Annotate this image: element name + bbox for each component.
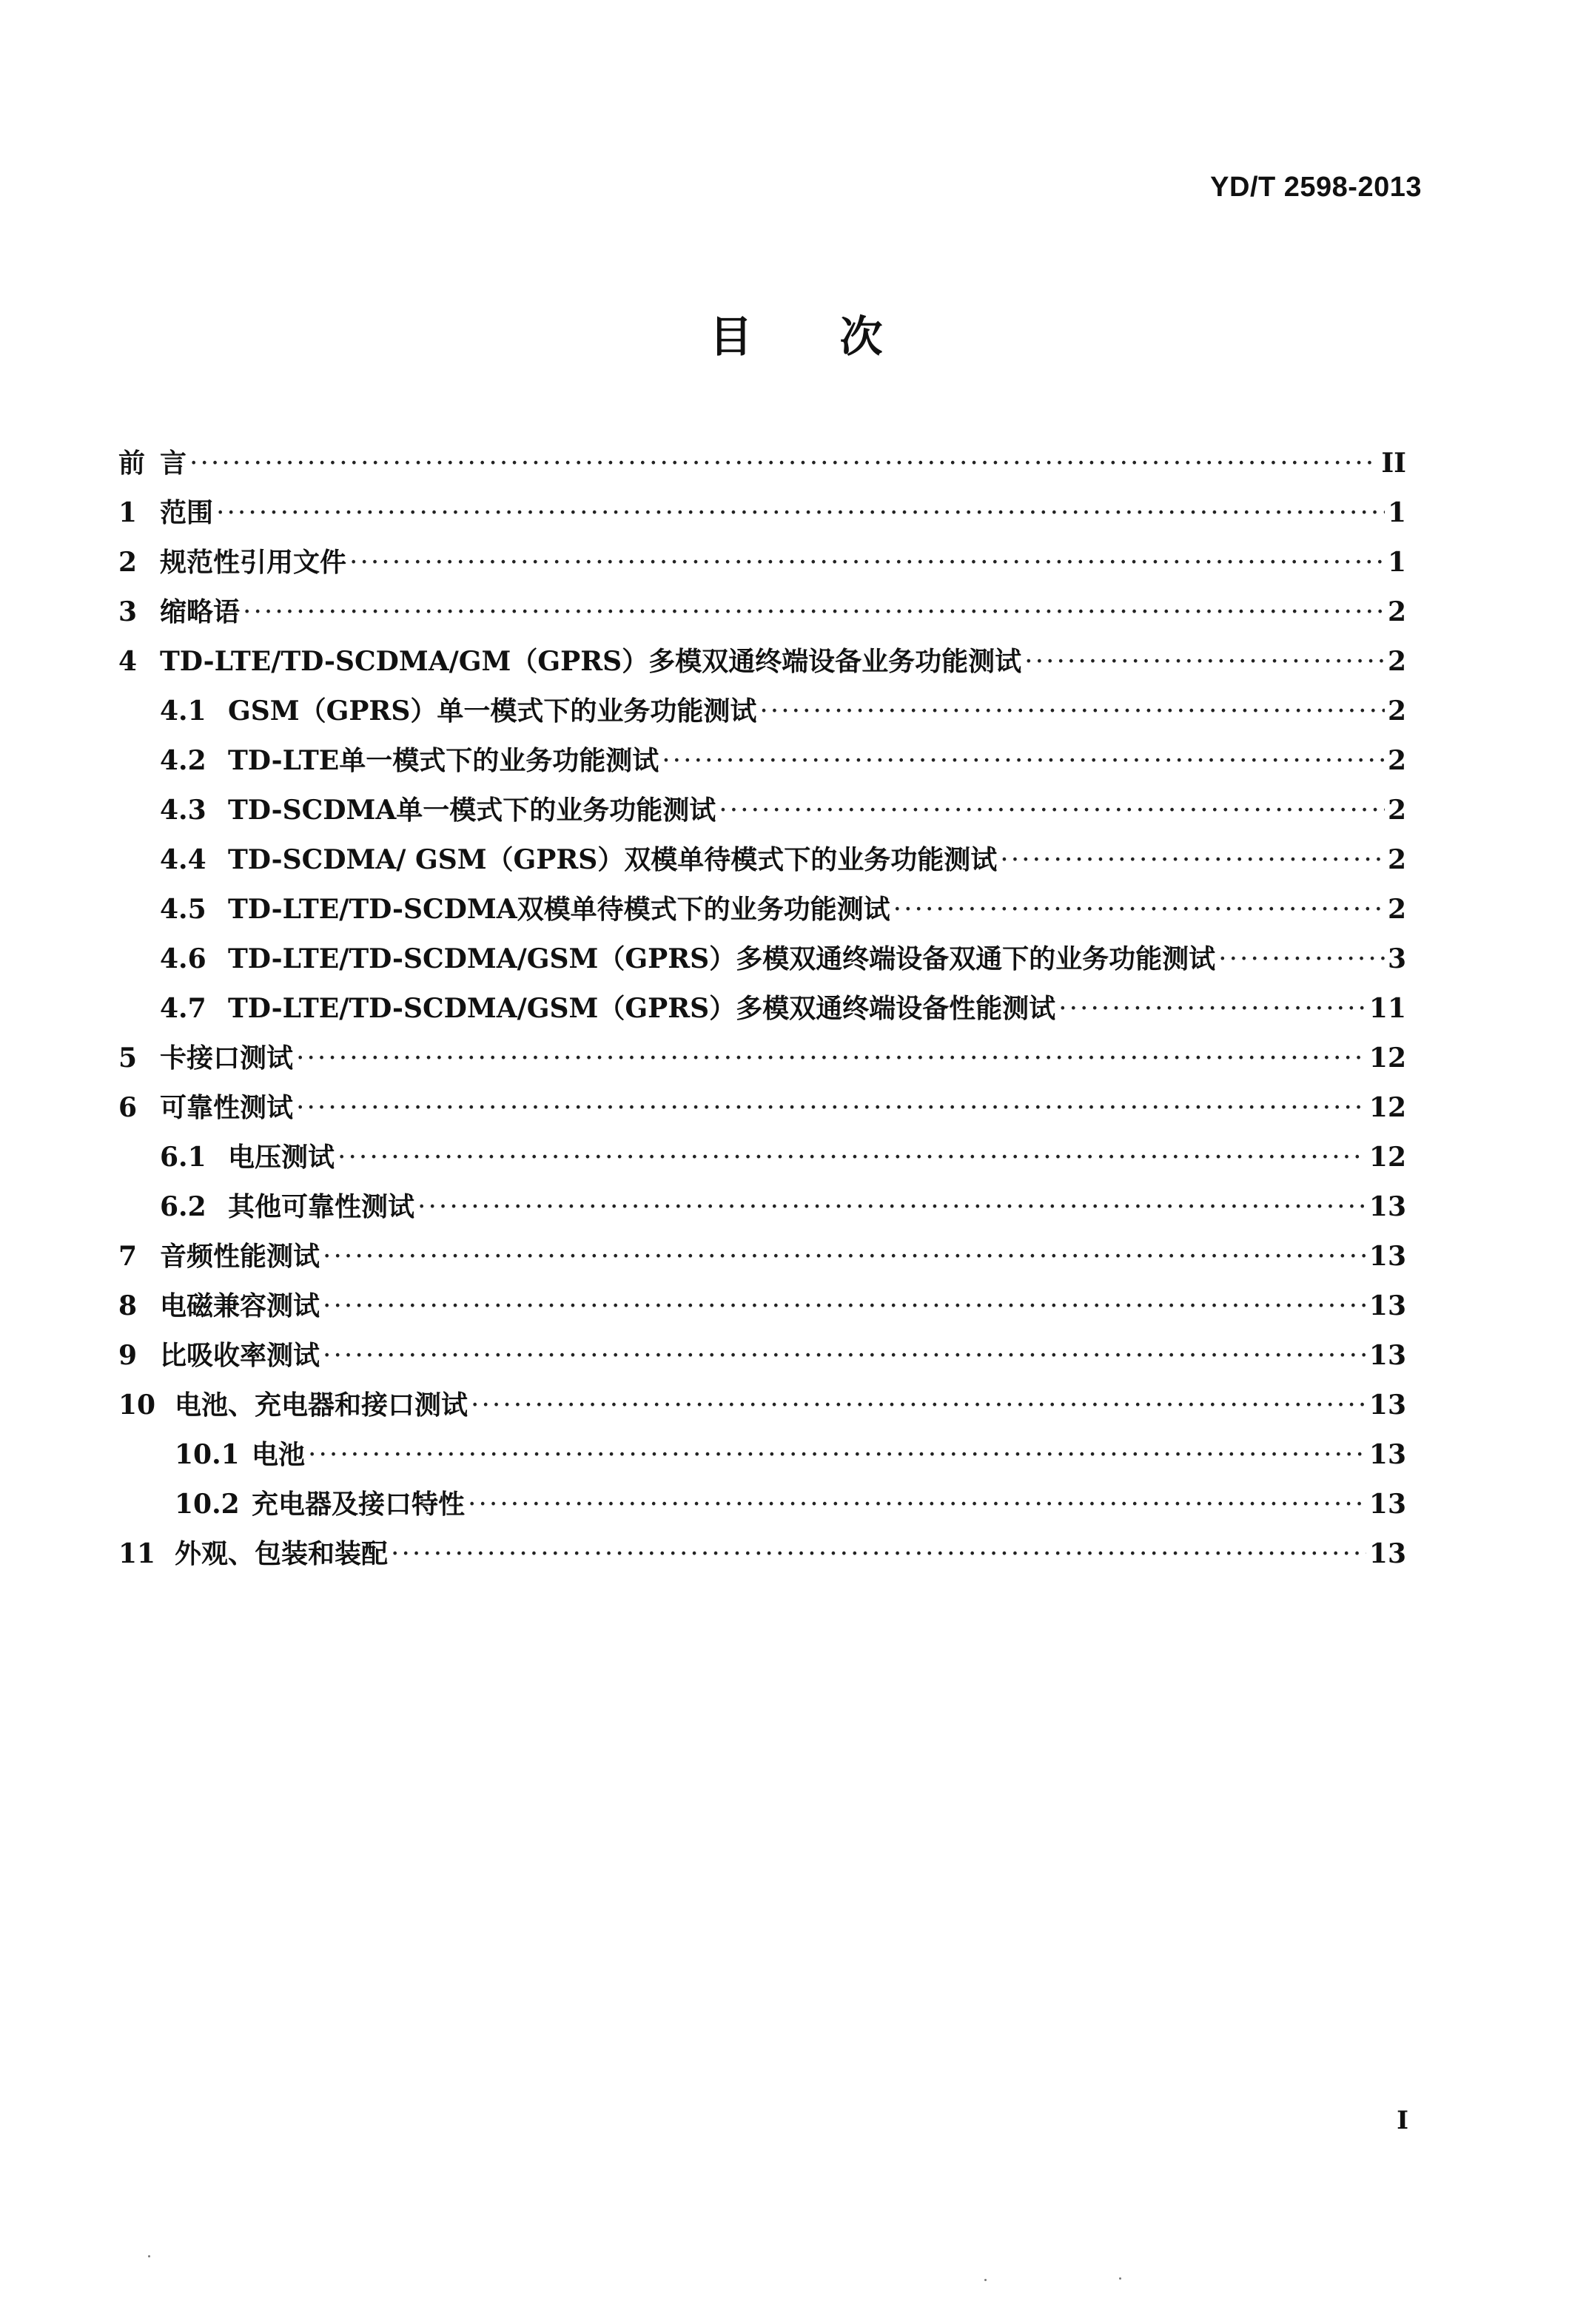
toc-entry-9[interactable] (118, 1335, 1406, 1384)
toc-entry-number: 4.6 (160, 943, 206, 974)
dot-leader (296, 1043, 1366, 1074)
toc-title: 目次 (709, 311, 970, 362)
toc-entry-1[interactable] (118, 492, 1406, 542)
toc-entry-5[interactable] (118, 1037, 1406, 1087)
toc-entry-page: 13 (1368, 1191, 1406, 1222)
toc-entry-page: 12 (1368, 1142, 1406, 1173)
toc-entry-page: 13 (1368, 1489, 1406, 1520)
toc-entry-number: 4.1 (160, 695, 206, 727)
scan-speck (148, 2255, 150, 2257)
toc-entry-label: 电池、充电器和接口测试 (175, 1390, 468, 1421)
toc-entry-number: 6 (118, 1092, 138, 1123)
toc-entry-page: 2 (1387, 695, 1406, 727)
toc-entry-label: 电压测试 (228, 1142, 335, 1173)
toc-entry-number: 4.7 (160, 993, 206, 1024)
toc-entry-4-1[interactable] (118, 690, 1406, 740)
toc-entry-label: 范围 (160, 497, 214, 528)
toc-entry-label: 卡接口测试 (160, 1043, 294, 1074)
dot-leader (1058, 994, 1366, 1024)
toc-entry-page: 12 (1368, 1043, 1406, 1074)
toc-entry-page: II (1381, 448, 1406, 479)
toc-entry-11[interactable] (118, 1533, 1406, 1583)
toc-entry-page: 11 (1368, 993, 1406, 1024)
dot-leader (391, 1539, 1366, 1569)
toc-entry-page: 13 (1368, 1390, 1406, 1421)
dot-leader (349, 548, 1385, 578)
dot-leader (243, 597, 1385, 627)
table-of-contents (118, 442, 1406, 1583)
toc-entry-page: 3 (1387, 943, 1406, 974)
toc-entry-label: 音频性能测试 (160, 1241, 320, 1272)
toc-entry-label: 其他可靠性测试 (228, 1191, 415, 1222)
toc-entry-number: 2 (118, 547, 138, 578)
toc-entry-page: 13 (1368, 1439, 1406, 1470)
toc-entry-7[interactable] (118, 1236, 1406, 1285)
toc-entry-number: 4.3 (160, 795, 206, 826)
toc-entry-3[interactable] (118, 591, 1406, 641)
toc-entry-number: 1 (118, 497, 138, 528)
toc-entry-10-2[interactable] (118, 1483, 1406, 1533)
toc-entry-number: 6.2 (160, 1191, 206, 1222)
dot-leader (719, 795, 1385, 826)
toc-entry-page: 13 (1368, 1340, 1406, 1371)
toc-entry-10-1[interactable] (118, 1434, 1406, 1483)
toc-entry-2[interactable] (118, 542, 1406, 591)
dot-leader (759, 696, 1385, 727)
toc-entry-6-2[interactable] (118, 1186, 1406, 1236)
toc-entry-number: 3 (118, 596, 138, 627)
toc-entry-8[interactable] (118, 1285, 1406, 1335)
dot-leader (468, 1489, 1366, 1520)
toc-entry-page: 2 (1387, 795, 1406, 826)
toc-entry-page: 2 (1387, 646, 1406, 677)
toc-entry-page: 2 (1387, 894, 1406, 925)
toc-entry-4-4[interactable] (118, 839, 1406, 889)
toc-entry-page: 1 (1387, 497, 1406, 528)
toc-entry-label: 规范性引用文件 (160, 547, 347, 578)
scan-speck (1119, 2277, 1121, 2280)
dot-leader (337, 1142, 1366, 1173)
toc-entry-page: 13 (1368, 1241, 1406, 1272)
toc-entry-6-1[interactable] (118, 1136, 1406, 1186)
toc-entry-foreword[interactable] (118, 442, 1406, 492)
toc-entry-label: TD-LTE/TD-SCDMA/GSM（GPRS）多模双通终端设备性能测试 (228, 993, 1056, 1024)
dot-leader (189, 448, 1378, 479)
toc-entry-label: 缩略语 (160, 596, 241, 627)
dot-leader (1218, 944, 1385, 974)
toc-entry-label: TD-LTE/TD-SCDMA/GM（GPRS）多模双通终端设备业务功能测试 (160, 646, 1022, 677)
dot-leader (323, 1242, 1366, 1272)
toc-entry-number: 10.1 (175, 1439, 240, 1470)
toc-entry-label: GSM（GPRS）单一模式下的业务功能测试 (228, 695, 757, 727)
dot-leader (296, 1093, 1366, 1123)
toc-entry-page: 2 (1387, 596, 1406, 627)
dot-leader (1000, 845, 1385, 875)
dot-leader (417, 1192, 1366, 1222)
dot-leader (308, 1440, 1366, 1470)
dot-leader (471, 1390, 1366, 1421)
toc-entry-label: 外观、包装和装配 (175, 1538, 389, 1569)
toc-entry-4-5[interactable] (118, 889, 1406, 938)
toc-entry-number: 6.1 (160, 1142, 206, 1173)
toc-entry-number: 5 (118, 1043, 138, 1074)
toc-entry-number: 4.2 (160, 745, 206, 776)
toc-entry-number: 9 (118, 1340, 138, 1371)
toc-entry-label: 比吸收率测试 (160, 1340, 320, 1371)
toc-entry-page: 2 (1387, 844, 1406, 875)
toc-entry-number: 10.2 (175, 1489, 240, 1520)
page-number: I (1397, 2106, 1408, 2135)
dot-leader (893, 895, 1385, 925)
dot-leader (216, 498, 1385, 528)
scan-speck (984, 2279, 987, 2281)
toc-entry-4[interactable] (118, 641, 1406, 690)
toc-entry-label: 充电器及接口特性 (252, 1489, 466, 1520)
dot-leader (662, 746, 1385, 776)
toc-entry-page: 1 (1387, 547, 1406, 578)
toc-entry-4-6[interactable] (118, 938, 1406, 988)
toc-entry-page: 13 (1368, 1538, 1406, 1569)
toc-entry-label: TD-LTE/TD-SCDMA/GSM（GPRS）多模双通终端设备双通下的业务功能测试 (228, 943, 1216, 974)
toc-entry-label: 电池 (252, 1439, 306, 1470)
toc-entry-page: 12 (1368, 1092, 1406, 1123)
dot-leader (1024, 647, 1385, 677)
toc-entry-label: 可靠性测试 (160, 1092, 294, 1123)
toc-entry-label: TD-LTE单一模式下的业务功能测试 (228, 745, 659, 776)
toc-entry-10[interactable] (118, 1384, 1406, 1434)
toc-entry-6[interactable] (118, 1087, 1406, 1136)
toc-entry-label: TD-SCDMA/ GSM（GPRS）双模单待模式下的业务功能测试 (228, 844, 998, 875)
toc-entry-label: TD-SCDMA单一模式下的业务功能测试 (228, 795, 716, 826)
toc-entry-number: 7 (118, 1241, 138, 1272)
toc-entry-page: 13 (1368, 1290, 1406, 1321)
toc-entry-4-3[interactable] (118, 789, 1406, 839)
dot-leader (323, 1341, 1366, 1371)
toc-entry-label: 言 (160, 448, 187, 479)
toc-entry-number: 4.5 (160, 894, 206, 925)
toc-entry-number: 8 (118, 1290, 138, 1321)
toc-entry-number: 11 (118, 1538, 156, 1569)
toc-entry-label: 电磁兼容测试 (160, 1290, 320, 1321)
toc-entry-number: 4 (118, 646, 138, 677)
toc-entry-number: 4.4 (160, 844, 206, 875)
toc-entry-number: 前 (118, 448, 146, 479)
toc-entry-4-7[interactable] (118, 988, 1406, 1037)
standard-code: YD/T 2598-2013 (1210, 172, 1422, 203)
toc-entry-page: 2 (1387, 745, 1406, 776)
toc-entry-4-2[interactable] (118, 740, 1406, 789)
dot-leader (323, 1291, 1366, 1321)
toc-entry-number: 10 (118, 1390, 156, 1421)
toc-entry-label: TD-LTE/TD-SCDMA双模单待模式下的业务功能测试 (228, 894, 890, 925)
